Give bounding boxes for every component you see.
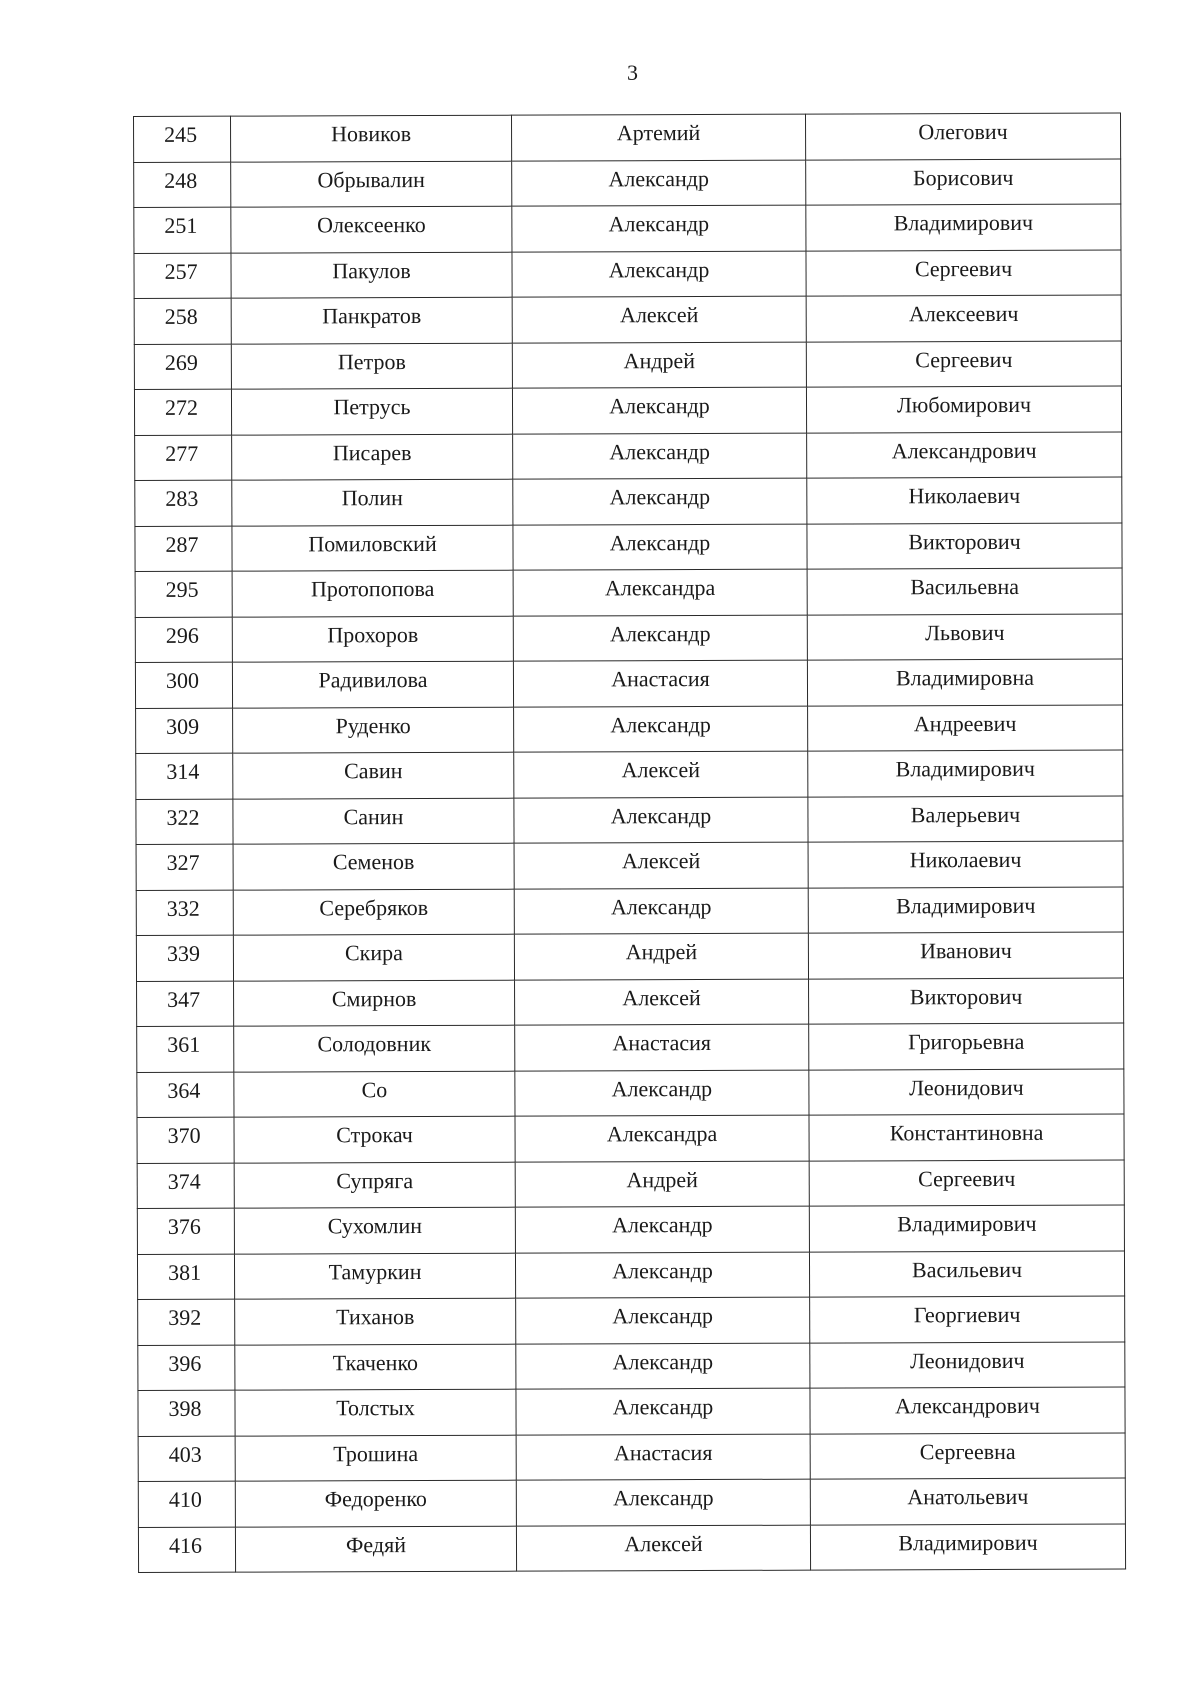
table-row: [134, 386, 1121, 435]
patronymic-cell: Владимирович: [810, 1524, 1125, 1571]
last-name-cell: Санин: [233, 798, 514, 844]
table-row: [134, 204, 1121, 253]
first-name-cell: Андрей: [512, 342, 806, 389]
first-name-cell: Александр: [515, 1252, 809, 1299]
first-name-cell: Артемий: [511, 114, 805, 161]
page-number: 3: [627, 60, 638, 85]
row-number-cell: 269: [134, 344, 231, 390]
last-name-cell: Прохоров: [232, 616, 513, 662]
patronymic-cell: Леонидович: [809, 1069, 1124, 1116]
patronymic-cell: Викторович: [807, 523, 1122, 570]
table-row: [135, 523, 1122, 572]
table-row: [138, 1433, 1125, 1482]
register-table: [133, 113, 1126, 1573]
patronymic-cell: Алексеевич: [806, 295, 1121, 342]
table-row: [136, 750, 1123, 799]
row-number-cell: 296: [135, 617, 232, 663]
row-number-cell: 300: [135, 662, 232, 708]
table-row: [136, 841, 1123, 890]
first-name-cell: Александра: [515, 1115, 809, 1162]
register-table-body: [134, 113, 1126, 1572]
patronymic-cell: Сергеевич: [806, 341, 1121, 388]
row-number-cell: 370: [137, 1117, 234, 1163]
patronymic-cell: Николаевич: [807, 477, 1122, 524]
last-name-cell: Солодовник: [234, 1025, 515, 1071]
row-number-cell: 339: [136, 935, 233, 981]
last-name-cell: Федяй: [235, 1526, 516, 1572]
row-number-cell: 398: [138, 1390, 235, 1436]
patronymic-cell: Александрович: [807, 432, 1122, 479]
patronymic-cell: Викторович: [809, 978, 1124, 1025]
patronymic-cell: Борисович: [806, 159, 1121, 206]
first-name-cell: Александр: [513, 524, 807, 571]
row-number-cell: 374: [137, 1163, 234, 1209]
table-row: [135, 477, 1122, 526]
table-row: [134, 159, 1121, 208]
table-row: [135, 568, 1122, 617]
first-name-cell: Александр: [514, 797, 808, 844]
last-name-cell: Смирнов: [234, 980, 515, 1026]
row-number-cell: 272: [134, 389, 231, 435]
last-name-cell: Строкач: [234, 1116, 515, 1162]
table-row: [134, 113, 1121, 162]
first-name-cell: Александр: [516, 1297, 810, 1344]
table-row: [136, 705, 1123, 754]
table-row: [138, 1342, 1125, 1391]
patronymic-cell: Григорьевна: [809, 1023, 1124, 1070]
row-number-cell: 314: [136, 753, 233, 799]
row-number-cell: 251: [134, 207, 231, 253]
row-number-cell: 287: [135, 526, 232, 572]
last-name-cell: Тамуркин: [234, 1253, 515, 1299]
first-name-cell: Анастасия: [515, 1024, 809, 1071]
patronymic-cell: Николаевич: [808, 841, 1123, 888]
first-name-cell: Александр: [512, 387, 806, 434]
row-number-cell: 332: [136, 890, 233, 936]
row-number-cell: 364: [137, 1072, 234, 1118]
row-number-cell: 392: [138, 1299, 235, 1345]
patronymic-cell: Владимировна: [807, 659, 1122, 706]
table-row: [137, 1251, 1124, 1300]
patronymic-cell: Сергеевич: [806, 250, 1121, 297]
table-row: [138, 1478, 1125, 1527]
table-row: [134, 250, 1121, 299]
first-name-cell: Александр: [513, 433, 807, 480]
last-name-cell: Полин: [232, 479, 513, 525]
first-name-cell: Александр: [512, 205, 806, 252]
last-name-cell: Со: [234, 1071, 515, 1117]
table-row: [135, 614, 1122, 663]
patronymic-cell: Васильевич: [809, 1251, 1124, 1298]
row-number-cell: 381: [137, 1254, 234, 1300]
row-number-cell: 295: [135, 571, 232, 617]
last-name-cell: Петров: [231, 343, 512, 389]
last-name-cell: Толстых: [235, 1389, 516, 1435]
last-name-cell: Семенов: [233, 843, 514, 889]
patronymic-cell: Владимирович: [808, 887, 1123, 934]
table-row: [136, 887, 1123, 936]
patronymic-cell: Георгиевич: [810, 1296, 1125, 1343]
patronymic-cell: Леонидович: [810, 1342, 1125, 1389]
last-name-cell: Панкратов: [231, 297, 512, 343]
table-row: [135, 659, 1122, 708]
last-name-cell: Супряга: [234, 1162, 515, 1208]
last-name-cell: Ткаченко: [235, 1344, 516, 1390]
row-number-cell: 277: [135, 435, 232, 481]
row-number-cell: 322: [136, 799, 233, 845]
row-number-cell: 403: [138, 1436, 235, 1482]
table-row: [136, 932, 1123, 981]
table-row: [137, 1069, 1124, 1118]
last-name-cell: Руденко: [233, 707, 514, 753]
patronymic-cell: Александрович: [810, 1387, 1125, 1434]
row-number-cell: 248: [134, 162, 231, 208]
patronymic-cell: Анатольевич: [810, 1478, 1125, 1525]
patronymic-cell: Сергеевич: [809, 1160, 1124, 1207]
row-number-cell: 283: [135, 480, 232, 526]
last-name-cell: Радивилова: [232, 661, 513, 707]
table-row: [137, 1023, 1124, 1072]
first-name-cell: Александр: [516, 1479, 810, 1526]
patronymic-cell: Константиновна: [809, 1114, 1124, 1161]
patronymic-cell: Львович: [807, 614, 1122, 661]
first-name-cell: Александр: [516, 1388, 810, 1435]
first-name-cell: Алексей: [515, 979, 809, 1026]
table-row: [137, 1114, 1124, 1163]
last-name-cell: Протопопова: [232, 570, 513, 616]
patronymic-cell: Валерьевич: [808, 796, 1123, 843]
table-row: [137, 1205, 1124, 1254]
patronymic-cell: Владимирович: [806, 204, 1121, 251]
first-name-cell: Андрей: [515, 1161, 809, 1208]
last-name-cell: Обрывалин: [231, 161, 512, 207]
first-name-cell: Александр: [515, 1206, 809, 1253]
row-number-cell: 309: [136, 708, 233, 754]
row-number-cell: 376: [137, 1208, 234, 1254]
first-name-cell: Александр: [514, 706, 808, 753]
last-name-cell: Скира: [233, 934, 514, 980]
last-name-cell: Писарев: [232, 434, 513, 480]
last-name-cell: Помиловский: [232, 525, 513, 571]
table-row: [134, 341, 1121, 390]
first-name-cell: Алексей: [516, 1525, 810, 1572]
row-number-cell: 257: [134, 253, 231, 299]
first-name-cell: Алексей: [514, 842, 808, 889]
last-name-cell: Тиханов: [235, 1298, 516, 1344]
table-row: [138, 1296, 1125, 1345]
first-name-cell: Александра: [513, 569, 807, 616]
last-name-cell: Сухомлин: [234, 1207, 515, 1253]
table-row: [134, 295, 1121, 344]
first-name-cell: Александр: [513, 615, 807, 662]
patronymic-cell: Васильевна: [807, 568, 1122, 615]
patronymic-cell: Сергеевна: [810, 1433, 1125, 1480]
table-row: [137, 978, 1124, 1027]
patronymic-cell: Владимирович: [808, 750, 1123, 797]
row-number-cell: 327: [136, 844, 233, 890]
first-name-cell: Александр: [514, 888, 808, 935]
first-name-cell: Александр: [515, 1070, 809, 1117]
table-row: [137, 1160, 1124, 1209]
last-name-cell: Олексеенко: [231, 206, 512, 252]
row-number-cell: 416: [138, 1527, 235, 1573]
row-number-cell: 361: [137, 1026, 234, 1072]
first-name-cell: Анастасия: [516, 1434, 810, 1481]
row-number-cell: 410: [138, 1481, 235, 1527]
first-name-cell: Андрей: [514, 933, 808, 980]
first-name-cell: Александр: [512, 251, 806, 298]
first-name-cell: Алексей: [514, 751, 808, 798]
patronymic-cell: Андреевич: [808, 705, 1123, 752]
patronymic-cell: Иванович: [808, 932, 1123, 979]
last-name-cell: Федоренко: [235, 1480, 516, 1526]
last-name-cell: Пакулов: [231, 252, 512, 298]
table-row: [135, 432, 1122, 481]
first-name-cell: Анастасия: [513, 660, 807, 707]
table-row: [138, 1524, 1125, 1573]
first-name-cell: Александр: [516, 1343, 810, 1390]
patronymic-cell: Олегович: [805, 113, 1120, 160]
last-name-cell: Серебряков: [233, 889, 514, 935]
patronymic-cell: Любомирович: [806, 386, 1121, 433]
table-row: [138, 1387, 1125, 1436]
first-name-cell: Александр: [513, 478, 807, 525]
row-number-cell: 245: [134, 116, 231, 162]
first-name-cell: Алексей: [512, 296, 806, 343]
row-number-cell: 396: [138, 1345, 235, 1391]
last-name-cell: Савин: [233, 752, 514, 798]
last-name-cell: Новиков: [231, 115, 512, 161]
row-number-cell: 258: [134, 298, 231, 344]
last-name-cell: Трошина: [235, 1435, 516, 1481]
row-number-cell: 347: [137, 981, 234, 1027]
first-name-cell: Александр: [512, 160, 806, 207]
last-name-cell: Петрусь: [231, 388, 512, 434]
patronymic-cell: Владимирович: [809, 1205, 1124, 1252]
table-row: [136, 796, 1123, 845]
